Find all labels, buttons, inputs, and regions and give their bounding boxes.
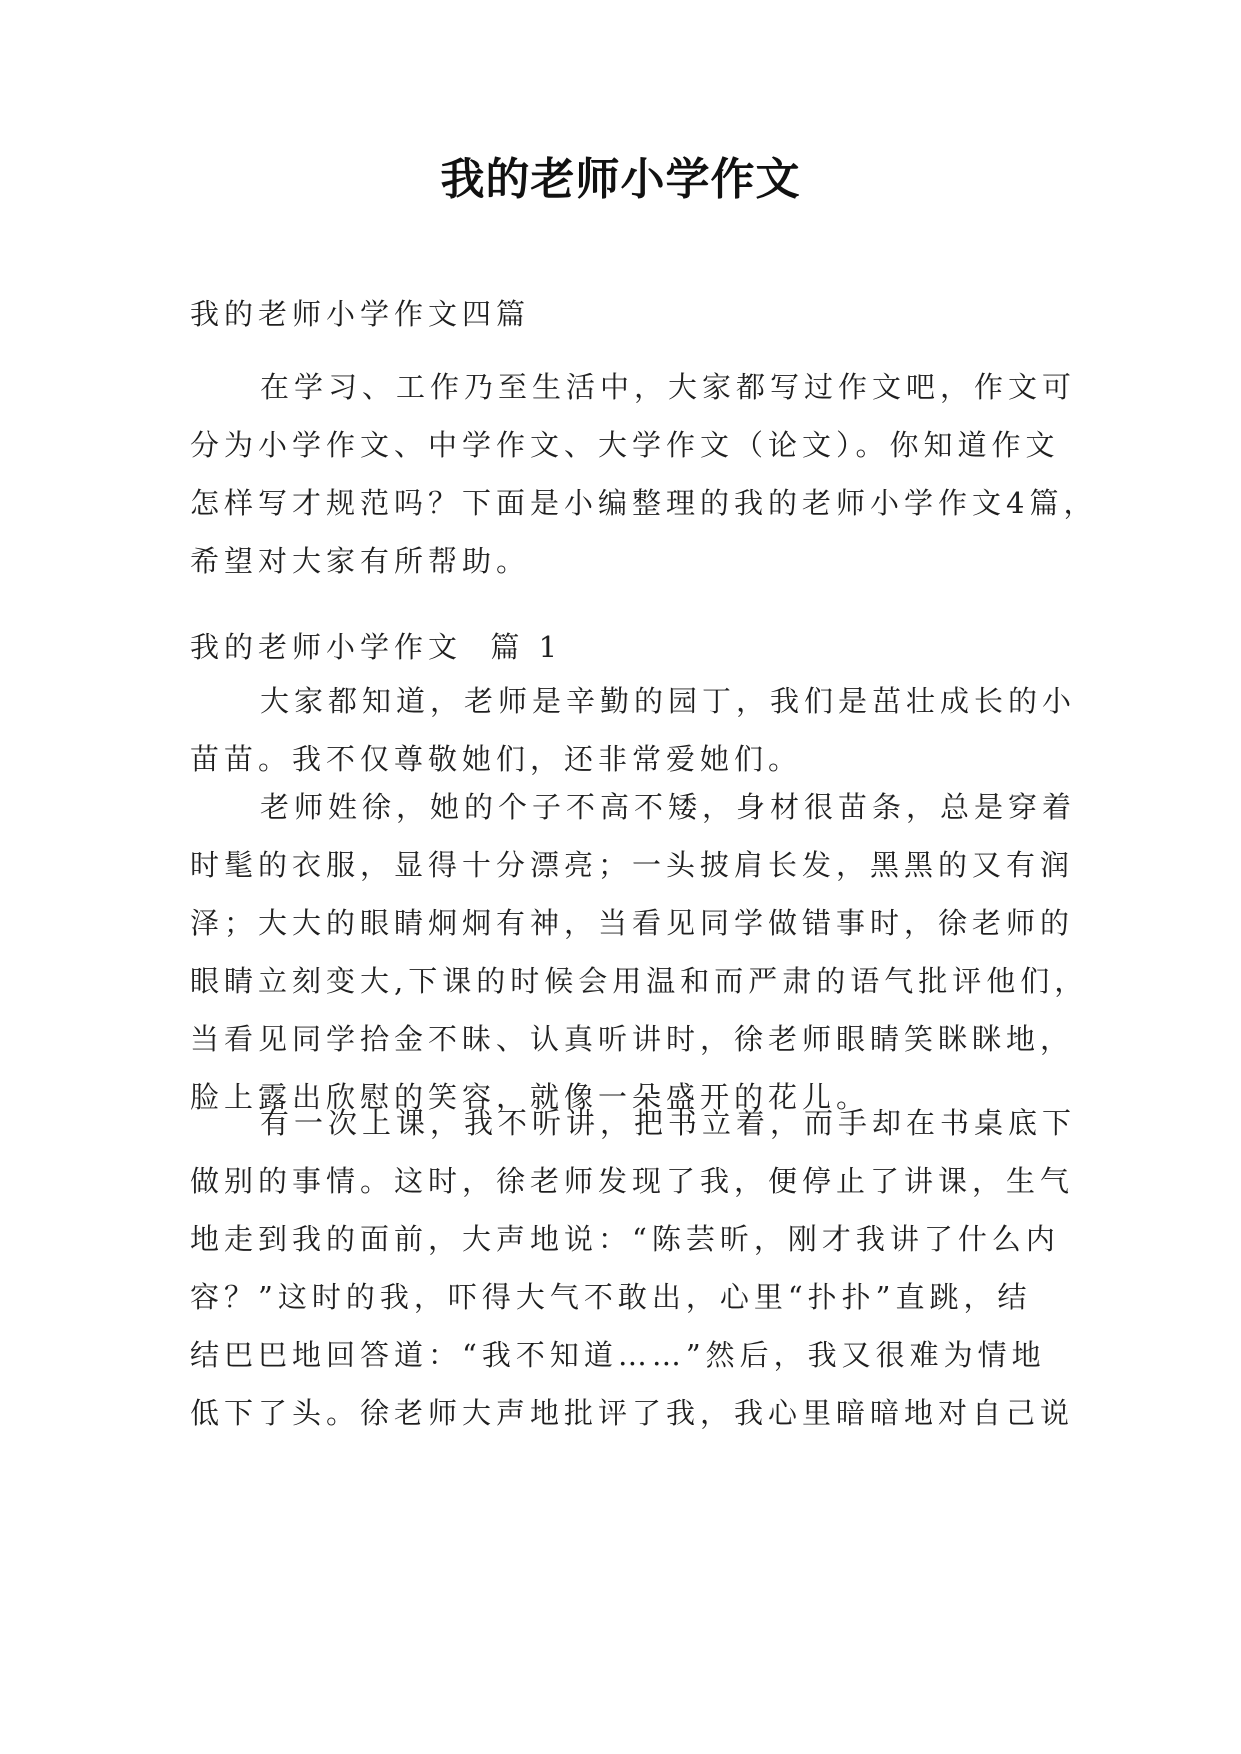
intro-paragraph — [190, 358, 1097, 590]
paragraph-line: 时髦的衣服，显得十分漂亮；一头披肩长发，黑黑的又有润 — [190, 848, 1075, 882]
paragraph-line: 做别的事情。这时，徐老师发现了我，便停止了讲课，生气 — [190, 1164, 1075, 1198]
intro-line: 在学习、工作乃至生活中，大家都写过作文吧，作文可 — [260, 370, 1077, 404]
intro-line: 分为小学作文、中学作文、大学作文（论文）。你知道作文 — [190, 428, 1060, 462]
paragraph-line: 脸上露出欣慰的笑容，就像一朵盛开的花儿。 — [190, 1080, 871, 1114]
intro-line: 怎样写才规范吗？下面是小编整理的我的老师小学作文4篇， — [190, 486, 1098, 520]
paragraph-line: 当看见同学拾金不昧、认真听讲时，徐老师眼睛笑眯眯地， — [190, 1022, 1075, 1056]
document-subtitle: 我的老师小学作文四篇 — [190, 297, 531, 331]
paragraph-line: 低下了头。徐老师大声地批评了我，我心里暗暗地对自己说 — [190, 1396, 1075, 1430]
paragraph-line: 苗苗。我不仅尊敬她们，还非常爱她们。 — [190, 742, 803, 776]
paragraph-line: 有一次上课，我不听讲，把书立着，而手却在书桌底下 — [260, 1106, 1077, 1140]
paragraph-line: 大家都知道，老师是辛勤的园丁，我们是茁壮成长的小 — [260, 684, 1077, 718]
paragraph-line: 地走到我的面前，大声地说：“陈芸昕，刚才我讲了什么内 — [190, 1222, 1060, 1256]
paragraph-line: 结巴巴地回答道：“我不知道……”然后，我又很难为情地 — [190, 1338, 1046, 1372]
body-paragraph — [190, 672, 1076, 788]
paragraph-line: 容？”这时的我，吓得大气不敢出，心里“扑扑”直跳，结 — [190, 1280, 1032, 1314]
section-heading: 我的老师小学作文 篇 1 — [190, 630, 563, 664]
document-title: 我的老师小学作文 — [440, 154, 801, 205]
body-paragraph — [190, 1094, 1076, 1442]
paragraph-line: 眼睛立刻变大,下课的时候会用温和而严肃的语气批评他们， — [190, 964, 1089, 998]
body-paragraph — [190, 778, 1088, 1126]
intro-line: 希望对大家有所帮助。 — [190, 544, 531, 578]
paragraph-line: 泽；大大的眼睛炯炯有神，当看见同学做错事时，徐老师的 — [190, 906, 1075, 940]
paragraph-line: 老师姓徐，她的个子不高不矮，身材很苗条，总是穿着 — [260, 790, 1077, 824]
